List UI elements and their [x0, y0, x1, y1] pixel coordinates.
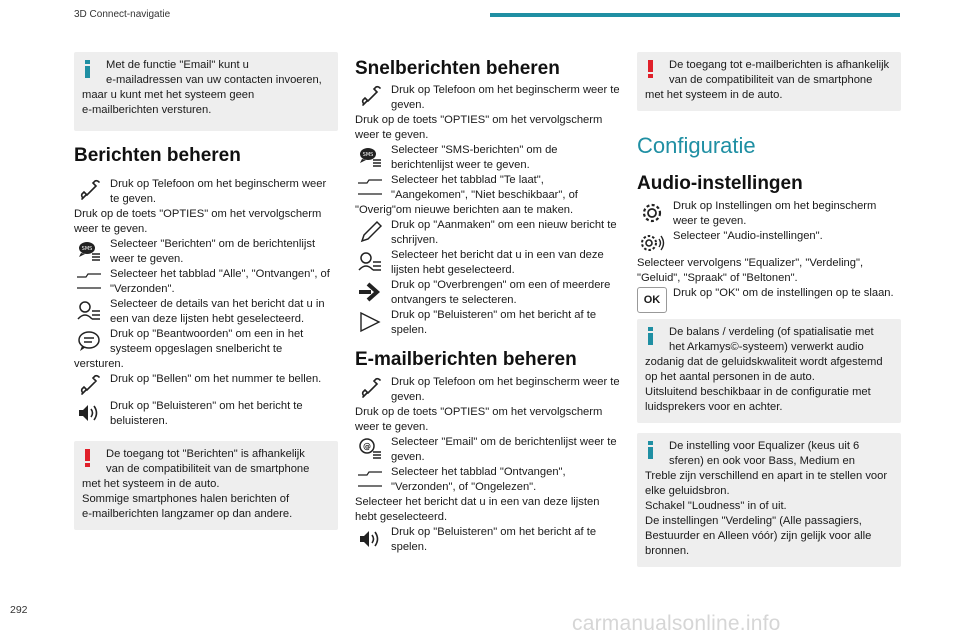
running-header-title: 3D Connect-navigatie: [74, 9, 171, 20]
instruction-step: OK Druk op "OK" om de instellingen op te slaan.: [637, 286, 901, 313]
info-icon: [82, 60, 94, 78]
instruction-step: Druk op "Beluisteren" om het bericht af te spelen.: [355, 525, 620, 555]
instruction-step: Druk op "Beluisteren" om het bericht te beluisteren.: [74, 399, 338, 429]
instruction-step: Selecteer "Berichten" om de berichtenlijst weer te geven.: [74, 237, 338, 267]
instruction-paragraph: Druk op de toets "OPTIES" om het vervolgscherm weer te geven.: [355, 406, 603, 433]
instruction-step: Druk op "Bellen" om het nummer te bellen.: [74, 372, 338, 399]
column-2: [355, 58, 620, 555]
note-line: elke geluidsbron.: [645, 485, 730, 497]
chapter-heading: Configuratie: [637, 133, 756, 158]
phone-icon: [357, 85, 383, 109]
instruction-step: Druk op Instellingen om het beginscherm weer te geven.: [637, 199, 901, 229]
speaker-icon: [76, 401, 102, 425]
note-line: van de compatibiliteit van de smartphone: [106, 463, 310, 475]
instruction-step: Selecteer het tabblad "Alle", "Ontvangen", of "Verzonden".: [74, 267, 338, 297]
instruction-step: Druk op "Aanmaken" om een nieuw bericht te schrijven.: [355, 218, 620, 248]
phone-icon: [357, 377, 383, 401]
note-line: zodanig dat de geluidskwaliteit wordt afgestemd: [645, 356, 883, 368]
note-line: e-mailberichten langzamer op dan andere.: [82, 508, 293, 520]
instruction-step: Selecteer het bericht dat u in een van deze lijsten hebt geselecteerd.: [355, 248, 620, 278]
instruction-paragraph: Selecteer het bericht dat u in een van deze lijsten hebt geselecteerd.: [355, 496, 600, 523]
instruction-paragraph: Druk op de toets "OPTIES" om het vervolgscherm weer te geven.: [74, 208, 322, 235]
pencil-icon: [357, 220, 383, 244]
warning-note-email: [637, 52, 901, 111]
note-line: maar u kunt met het systeem geen: [82, 89, 255, 101]
warning-icon: [645, 60, 657, 78]
section-heading: E-mailberichten beheren: [355, 349, 577, 370]
instruction-paragraph: "Overig"om nieuwe berichten aan te maken.: [355, 204, 574, 216]
info-icon: [645, 441, 657, 459]
tab-icon: [357, 467, 383, 491]
note-line: De toegang tot "Berichten" is afhankelijk: [106, 448, 305, 460]
play-icon: [357, 310, 383, 334]
watermark: carmanualsonline.info: [572, 612, 781, 635]
note-line: e-mailadressen van uw contacten invoeren,: [106, 74, 322, 86]
note-line: met het systeem in de auto.: [82, 478, 220, 490]
instruction-step: Selecteer "SMS-berichten" om de berichtenlijst weer te geven.: [355, 143, 620, 173]
instruction-step: Druk op "Beluisteren" om het bericht af te spelen.: [355, 308, 620, 338]
note-line: De toegang tot e-mailberichten is afhankelijk: [669, 59, 890, 71]
info-note-equalizer: [637, 433, 901, 567]
note-line: e-mailberichten versturen.: [82, 104, 212, 116]
ok-button-icon: OK: [637, 287, 667, 313]
note-line: op het aantal personen in de auto.: [645, 371, 815, 383]
instruction-step: Selecteer de details van het bericht dat u in een van deze lijsten hebt geselecteerd.: [74, 297, 338, 327]
instruction-step: Druk op Telefoon om het beginscherm weer te geven.: [74, 177, 338, 207]
note-line: De balans / verdeling (of spatialisatie met: [669, 326, 874, 338]
settings-icon: [639, 201, 665, 225]
note-line: Sommige smartphones halen berichten of: [82, 493, 290, 505]
section-heading: Snelberichten beheren: [355, 58, 560, 79]
info-note-email: [74, 52, 338, 131]
note-line: bronnen.: [645, 545, 690, 557]
warning-icon: [82, 449, 94, 467]
note-line: het Arkamys©-systeem) verwerkt audio: [669, 341, 864, 353]
instruction-paragraph: versturen.: [74, 358, 124, 370]
column-1: [74, 52, 338, 530]
note-line: Uitsluitend beschikbaar in de configuratie met: [645, 386, 871, 398]
instruction-step: Druk op "Overbrengen" om een of meerdere ontvangers te selecteren.: [355, 278, 620, 308]
list-detail-icon: [76, 299, 102, 323]
forward-icon: [357, 280, 383, 304]
note-line: Schakel "Loudness" in of uit.: [645, 500, 787, 512]
column-3: [637, 52, 901, 567]
audio-settings-icon: [639, 231, 665, 255]
warning-note-messages: [74, 441, 338, 530]
instruction-step: Selecteer "Email" om de berichtenlijst weer te geven.: [355, 435, 620, 465]
note-line: Bestuurder en Alleen vóór) zijn gelijk voor alle: [645, 530, 872, 542]
sms-icon: [76, 239, 102, 263]
instruction-step: Druk op "Beantwoorden" om een in het systeem opgeslagen snelbericht te: [74, 327, 338, 357]
section-heading: Berichten beheren: [74, 145, 241, 166]
reply-icon: [76, 329, 102, 353]
note-line: luidsprekers voor en achter.: [645, 401, 783, 413]
note-line: sferen) en ook voor Bass, Medium en: [669, 455, 855, 467]
page-number: 292: [10, 604, 28, 616]
list-detail-icon: [357, 250, 383, 274]
sms-icon: [357, 145, 383, 169]
tab-icon: [76, 269, 102, 293]
instruction-step: Selecteer het tabblad "Te laat", "Aangekomen", "Niet beschikbaar", of: [355, 173, 620, 203]
note-line: De instellingen "Verdeling" (Alle passagiers,: [645, 515, 862, 527]
section-heading: Audio-instellingen: [637, 173, 803, 194]
header-accent-rule: [490, 13, 900, 17]
info-note-balance: [637, 319, 901, 423]
phone-icon: [76, 179, 102, 203]
info-icon: [645, 327, 657, 345]
phone-icon: [76, 374, 102, 398]
note-line: met het systeem in de auto.: [645, 89, 783, 101]
instruction-paragraph: Selecteer vervolgens "Equalizer", "Verdeling", "Geluid", "Spraak" of "Beltonen".: [637, 257, 864, 284]
instruction-step: Selecteer het tabblad "Ontvangen", "Verzonden", of "Ongelezen".: [355, 465, 620, 495]
note-line: Treble zijn verschillend en apart in te stellen voor: [645, 470, 888, 482]
tab-icon: [357, 175, 383, 199]
note-line: De instelling voor Equalizer (keus uit 6: [669, 440, 860, 452]
instruction-paragraph: Druk op de toets "OPTIES" om het vervolgscherm weer te geven.: [355, 114, 603, 141]
instruction-step: Selecteer "Audio-instellingen".: [637, 229, 901, 256]
instruction-step: Druk op Telefoon om het beginscherm weer te geven.: [355, 375, 620, 405]
note-line: van de compatibiliteit van de smartphone: [669, 74, 873, 86]
email-icon: [357, 437, 383, 461]
note-line: Met de functie "Email" kunt u: [106, 59, 249, 71]
instruction-step: Druk op Telefoon om het beginscherm weer te geven.: [355, 83, 620, 113]
speaker-icon: [357, 527, 383, 551]
